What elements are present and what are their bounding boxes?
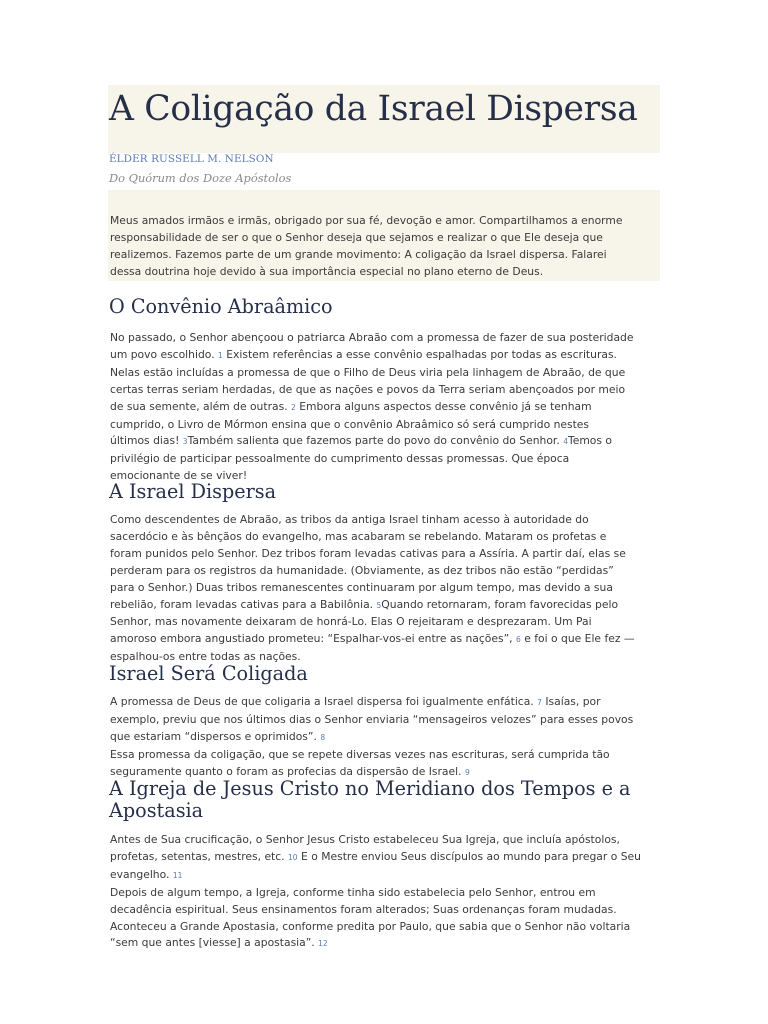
paragraph-line [110,712,662,729]
paragraph-line [110,867,662,885]
paragraph-line [110,902,662,919]
section-heading-igreja-apostasia-cont: Apostasia [109,799,204,822]
paragraph-line [110,832,662,849]
paragraph-line [110,347,662,365]
paragraph-line [110,365,662,382]
paragraph-text: para o Senhor.) Duas tribos remanescentes continuaram por algum tempo, mas devido a sua [110,580,613,594]
intro-line: realizemos. Fazemos parte de um grande movimento: A coligação da Israel dispersa. Falarei [110,247,607,261]
paragraph-text: A promessa de Deus de que coligaria a Israel dispersa foi igualmente enfática. [110,695,538,708]
paragraph-line [110,330,662,347]
paragraph-line [110,694,662,712]
paragraph-text: espalhou-os entre todas as nações. [110,650,301,664]
paragraph-text: evangelho. [110,867,173,881]
paragraph-text: que estariam “dispersos e oprimidos”. [110,729,321,743]
paragraph-line [110,417,662,434]
paragraph-line [110,849,662,867]
intro-line: dessa doutrina hoje devido à sua importância especial no plano eterno de Deus. [110,264,544,278]
paragraph-text: “sem que antes [viesse] a apostasia”. [110,936,319,950]
paragraph-text: de sua semente, além de outras. [110,399,292,413]
footnote-ref[interactable]: 3 [182,437,188,447]
section-body-convenio [110,330,662,485]
paragraph-text: Temos o [567,434,612,448]
section-body-israel-dispersa [110,512,662,666]
paragraph-line [110,747,662,764]
paragraph-text: Existem referências a esse convênio espalhadas por todas as escrituras. [222,347,617,361]
paragraph-text: últimos dias! [110,434,183,448]
paragraph-text: rebelião, foram levadas cativas para a Babilônia. [110,597,377,611]
paragraph-text: Isaías, por [541,695,601,708]
paragraph-line [110,919,662,936]
section-heading-israel-coligada: Israel Será Coligada [109,662,308,685]
footnote-ref[interactable]: 8 [320,732,326,742]
footnote-ref[interactable]: 9 [464,767,470,777]
footnote-ref[interactable]: 2 [291,402,296,412]
paragraph-line [110,529,662,546]
article-title: A Coligação da Israel Dispersa [109,89,638,129]
paragraph-line [110,563,662,580]
section-heading-convenio: O Convênio Abraâmico [109,295,333,318]
intro-line: Meus amados irmãos e irmãs, obrigado por sua fé, devoção e amor. Compartilhamos a enorme [110,214,623,227]
paragraph-line [110,382,662,399]
section-heading-israel-dispersa: A Israel Dispersa [109,480,277,503]
paragraph-text: Como descendentes de Abraão, as tribos da antiga Israel tinham acesso à autoridade do [110,513,589,526]
paragraph-line [110,433,662,451]
section-heading-igreja-apostasia: A Igreja de Jesus Cristo no Meridiano dos Tempos e a [109,777,631,800]
paragraph-text: cumprido, o Livro de Mórmon ensina que o convênio Abraâmico só será cumprido nestes [110,417,590,431]
paragraph-text: Senhor, mas novamente deixaram de honrá-Lo. Elas O rejeitaram e desprezaram. Um Pai [110,615,592,629]
paragraph-text: sacerdócio e às bênçãos do evangelho, mas acabaram se rebelando. Mataram os profetas e [110,529,607,543]
paragraph-text: exemplo, previu que nos últimos dias o Senhor enviaria “mensageiros velozes” para esses povos [110,712,634,726]
paragraph-text: um povo escolhido. [110,347,218,361]
paragraph-text: privilégio de participar pessoalmente do cumprimento dessas promessas. Que época [110,452,570,466]
footnote-ref[interactable]: 5 [376,600,382,610]
paragraph-line [110,729,662,747]
paragraph-text: profetas, setentas, mestres, etc. [110,849,289,863]
paragraph-text: Nelas estão incluídas a promessa de que o Filho de Deus viria pela linhagem de Abraão, de que [110,365,626,379]
footnote-ref[interactable]: 12 [318,939,328,949]
paragraph-line [110,614,662,631]
paragraph-line [110,631,662,649]
footnote-ref[interactable]: 10 [288,852,298,862]
paragraph-text: e foi o que Ele fez — [520,632,635,646]
paragraph-text: Aconteceu a Grande Apostasia, conforme predita por Paulo, que sabia que o Senhor não voltaria [110,919,631,933]
paragraph-line [110,597,662,615]
section-body-israel-coligada [110,694,662,782]
paragraph-text: emocionante de se viver! [110,469,248,483]
paragraph-text: Embora alguns aspectos desse convênio já se tenham [295,399,592,413]
paragraph-line [110,546,662,563]
footnote-ref[interactable]: 7 [537,698,542,707]
intro-paragraph [110,213,662,281]
paragraph-text: Antes de Sua crucificação, o Senhor Jesus Cristo estabeleceu Sua Igreja, que incluía apóstolos, [110,833,620,846]
author-role: Do Quórum dos Doze Apóstolos [109,171,292,185]
paragraph-line [110,451,662,468]
footnote-ref[interactable]: 1 [218,350,223,360]
intro-line: responsabilidade de ser o que o Senhor deseja que sejamos e realizar o que Ele deseja que [110,230,603,244]
section-body-igreja-apostasia [110,832,662,953]
paragraph-text: amoroso embora angustiado prometeu: “Espalhar-vos-ei entre as nações”, [110,632,516,646]
paragraph-text: E o Mestre enviou Seus discípulos ao mundo para pregar o Seu [297,849,641,863]
paragraph-text: foram punidos pelo Senhor. Dez tribos foram levadas cativas para a Assíria. A partir daí, elas se [110,546,626,560]
paragraph-line [110,580,662,597]
footnote-ref[interactable]: 11 [172,870,183,880]
paragraph-line [110,935,662,953]
paragraph-text: Essa promessa da coligação, que se repete diversas vezes nas escrituras, será cumprida tão [110,747,610,761]
paragraph-text: decadência espiritual. Seus ensinamentos foram alterados; Suas ordenanças foram mudadas. [110,902,617,916]
paragraph-text: certas terras seriam herdadas, de que as nações e povos da Terra seriam abençoados por meio [110,382,626,396]
footnote-ref[interactable]: 4 [563,437,568,447]
paragraph-text: Quando retornaram, foram favorecidas pelo [381,597,619,611]
paragraph-text: Também salienta que fazemos parte do povo do convênio do Senhor. [187,434,564,448]
paragraph-text: Depois de algum tempo, a Igreja, conforme tinha sido estabelecia pelo Senhor, entrou em [110,885,596,899]
paragraph-line [110,399,662,417]
paragraph-line [110,885,662,902]
paragraph-line [110,512,662,529]
author-name[interactable]: ÉLDER RUSSELL M. NELSON [109,153,274,165]
paragraph-text: perderam para os registros da humanidade. (Obviamente, as dez tribos não estão “perdidas” [110,563,614,577]
paragraph-text: seguramente quanto o foram as profecias da dispersão de Israel. [110,764,465,778]
footnote-ref[interactable]: 6 [516,635,521,645]
paragraph-text: No passado, o Senhor abençoou o patriarca Abraão com a promessa de fazer de sua posteridade [110,331,634,344]
